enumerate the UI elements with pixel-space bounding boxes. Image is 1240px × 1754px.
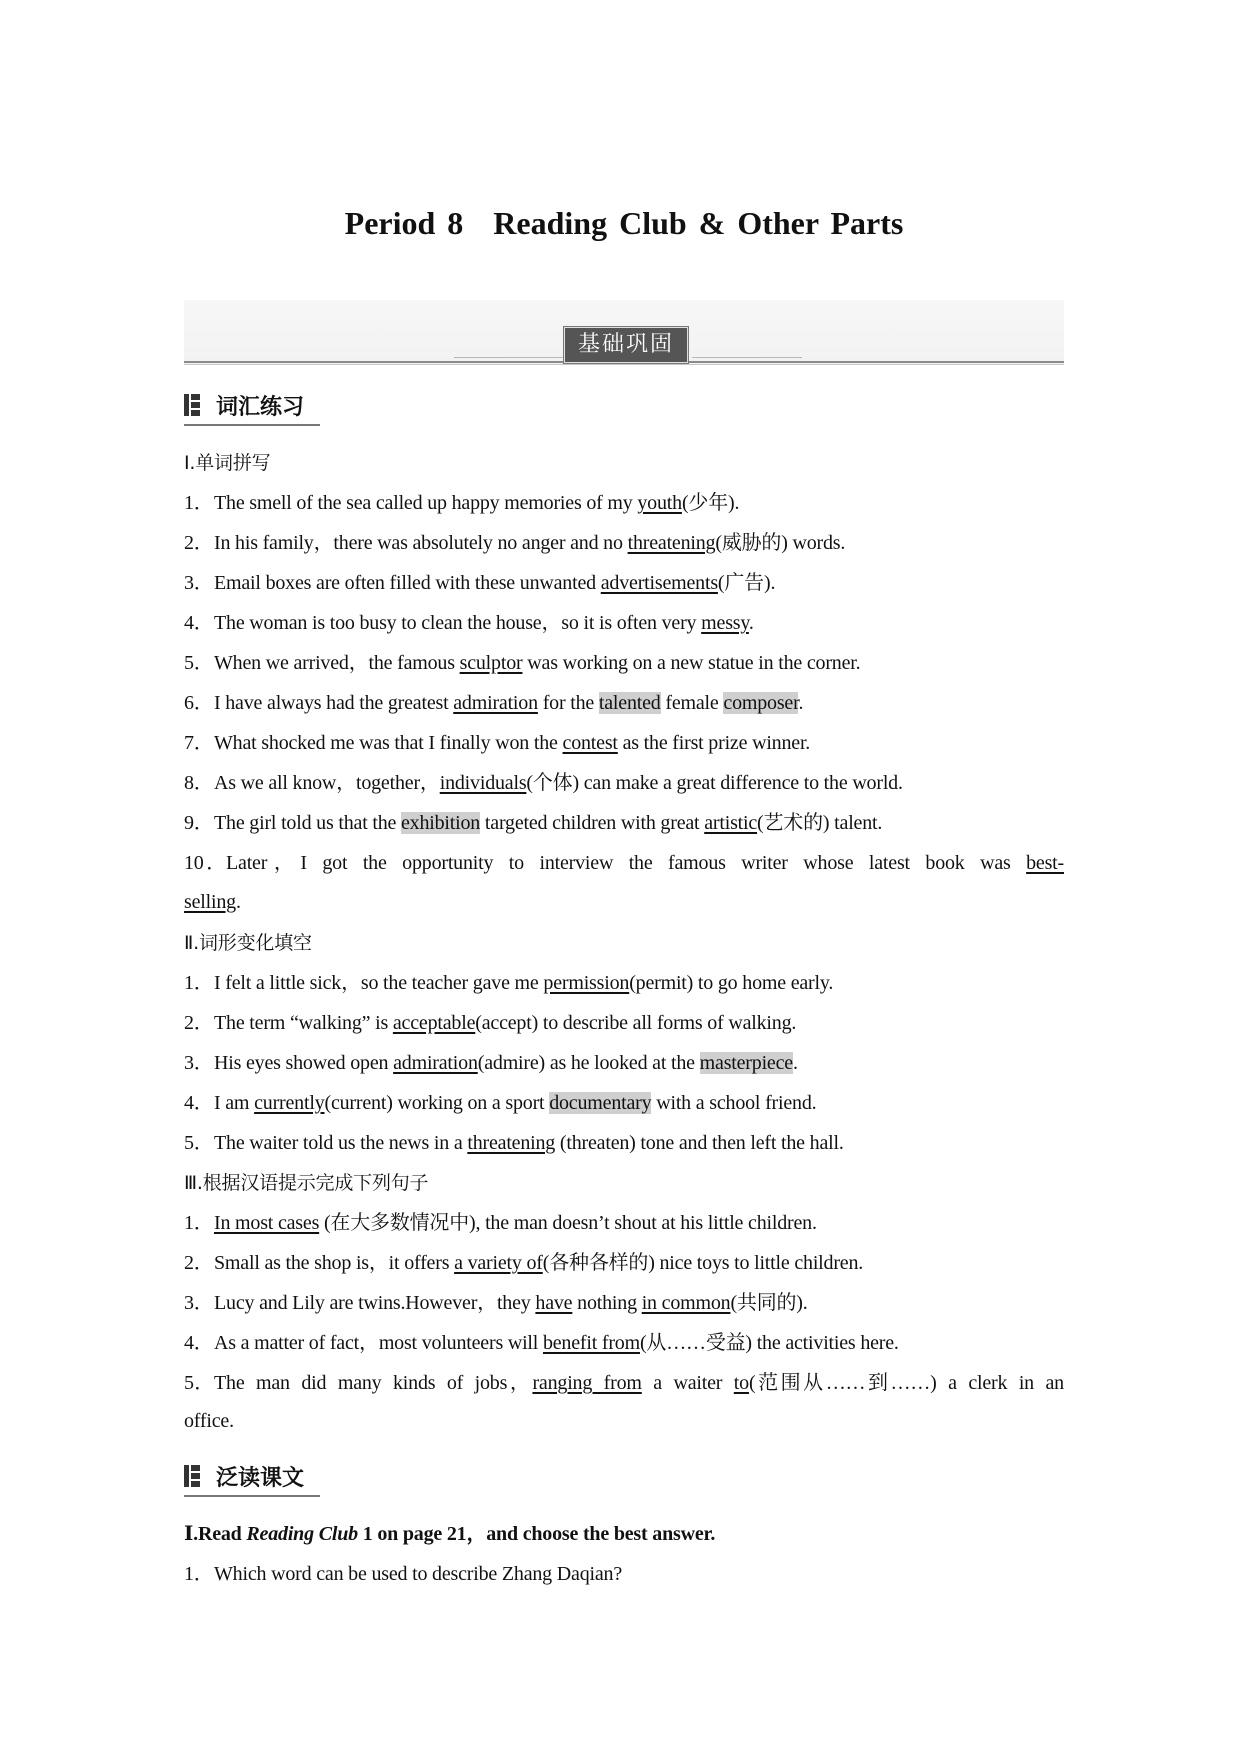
answer: permission bbox=[543, 972, 630, 994]
word-form-item-1: 1．I felt a little sick，so the teacher gave me permission(permit) to go home early. bbox=[184, 972, 834, 994]
answer: acceptable bbox=[392, 1012, 476, 1034]
reading-task-heading: Ⅰ.Read Reading Club 1 on page 21，and choose the best answer. bbox=[184, 1523, 716, 1545]
translation-item-5: 5．The man did many kinds of jobs，ranging from a waiter to(范围从……到……) a clerk in an bbox=[184, 1372, 1064, 1394]
answer: currently bbox=[254, 1092, 325, 1114]
answer: advertisements bbox=[600, 572, 718, 594]
reading-question-1: 1．Which word can be used to describe Zhang Daqian? bbox=[184, 1563, 623, 1585]
answer: in common bbox=[641, 1292, 731, 1314]
spelling-item-7: 7．What shocked me was that I finally won the contest as the first prize winner. bbox=[184, 732, 811, 754]
section-marker-icon bbox=[184, 394, 200, 416]
spelling-item-9: 9．The girl told us that the exhibition targeted children with great artistic(艺术的) talent. bbox=[184, 812, 883, 834]
word-form-item-3: 3．His eyes showed open admiration(admire) as he looked at the masterpiece. bbox=[184, 1052, 798, 1074]
spelling-item-1: 1．The smell of the sea called up happy memories of my youth(少年). bbox=[184, 492, 740, 514]
spelling-item-6: 6．I have always had the greatest admiration for the talented female composer. bbox=[184, 692, 804, 714]
answer: admiration bbox=[393, 1052, 478, 1074]
answer: contest bbox=[562, 732, 618, 754]
part-heading-translation: Ⅲ.根据汉语提示完成下列句子 bbox=[184, 1172, 429, 1194]
word-form-item-5: 5．The waiter told us the news in a threatening (threaten) tone and then left the hall. bbox=[184, 1132, 844, 1154]
translation-item-5-cont: office. bbox=[184, 1410, 234, 1432]
answer: youth bbox=[637, 492, 682, 514]
spelling-item-4: 4．The woman is too busy to clean the house，so it is often very messy. bbox=[184, 612, 754, 634]
translation-item-4: 4．As a matter of fact，most volunteers will benefit from(从……受益) the activities here. bbox=[184, 1332, 899, 1354]
translation-item-3: 3．Lucy and Lily are twins.However，they have nothing in common(共同的). bbox=[184, 1292, 808, 1314]
highlighted-word: talented bbox=[598, 692, 661, 714]
answer: messy bbox=[701, 612, 749, 634]
part-heading-spelling: Ⅰ.单词拼写 bbox=[184, 452, 271, 474]
page-title bbox=[184, 205, 1064, 242]
section-heading-underline bbox=[184, 424, 320, 426]
spelling-item-2: 2．In his family，there was absolutely no anger and no threatening(威胁的) words. bbox=[184, 532, 846, 554]
answer: best- bbox=[1026, 852, 1064, 874]
section-marker-icon bbox=[184, 1465, 200, 1487]
section-banner bbox=[184, 300, 1064, 364]
answer: In most cases bbox=[214, 1212, 320, 1234]
translation-item-1: 1．In most cases (在大多数情况中), the man doesn’t shout at his little children. bbox=[184, 1212, 817, 1234]
banner-rule-right bbox=[692, 357, 802, 358]
answer: threatening bbox=[627, 532, 716, 554]
answer: have bbox=[535, 1292, 573, 1314]
answer: artistic bbox=[704, 812, 758, 834]
highlighted-word: composer bbox=[723, 692, 799, 714]
spelling-item-10: 10．Later，I got the opportunity to interview the famous writer whose latest book was best- bbox=[184, 852, 1064, 874]
lesson-name: Reading Club & Other Parts bbox=[493, 205, 904, 241]
section-heading-underline bbox=[184, 1495, 320, 1497]
answer: individuals bbox=[439, 772, 527, 794]
part-heading-word-forms: Ⅱ.词形变化填空 bbox=[184, 932, 312, 954]
answer: a variety of bbox=[454, 1252, 543, 1274]
section-heading-label: 泛读课文 bbox=[216, 1466, 305, 1491]
period-number: Period 8 bbox=[344, 205, 464, 241]
answer: benefit from bbox=[542, 1332, 640, 1354]
banner-label: 基础巩固 bbox=[564, 327, 688, 363]
translation-item-2: 2．Small as the shop is，it offers a variety of(各种各样的) nice toys to little children. bbox=[184, 1252, 864, 1274]
answer: admiration bbox=[453, 692, 538, 714]
answer: threatening bbox=[467, 1132, 556, 1154]
answer: sculptor bbox=[459, 652, 523, 674]
answer: selling bbox=[184, 891, 236, 913]
highlighted-word: masterpiece bbox=[699, 1052, 793, 1074]
word-form-item-4: 4．I am currently(current) working on a sport documentary with a school friend. bbox=[184, 1092, 817, 1114]
highlighted-word: documentary bbox=[549, 1092, 652, 1114]
highlighted-word: exhibition bbox=[401, 812, 481, 834]
section-heading-label: 词汇练习 bbox=[216, 395, 305, 420]
spelling-item-10-cont: selling. bbox=[184, 891, 241, 913]
answer: to bbox=[733, 1372, 749, 1394]
word-form-item-2: 2．The term “walking” is acceptable(accept) to describe all forms of walking. bbox=[184, 1012, 797, 1034]
spelling-item-3: 3．Email boxes are often filled with these unwanted advertisements(广告). bbox=[184, 572, 776, 594]
banner-rule-left bbox=[454, 357, 564, 358]
answer: ranging from bbox=[532, 1372, 642, 1394]
spelling-item-8: 8．As we all know，together，individuals(个体) can make a great difference to the world. bbox=[184, 772, 903, 794]
spelling-item-5: 5．When we arrived，the famous sculptor was working on a new statue in the corner. bbox=[184, 652, 861, 674]
banner-rule-thin bbox=[184, 364, 1064, 365]
